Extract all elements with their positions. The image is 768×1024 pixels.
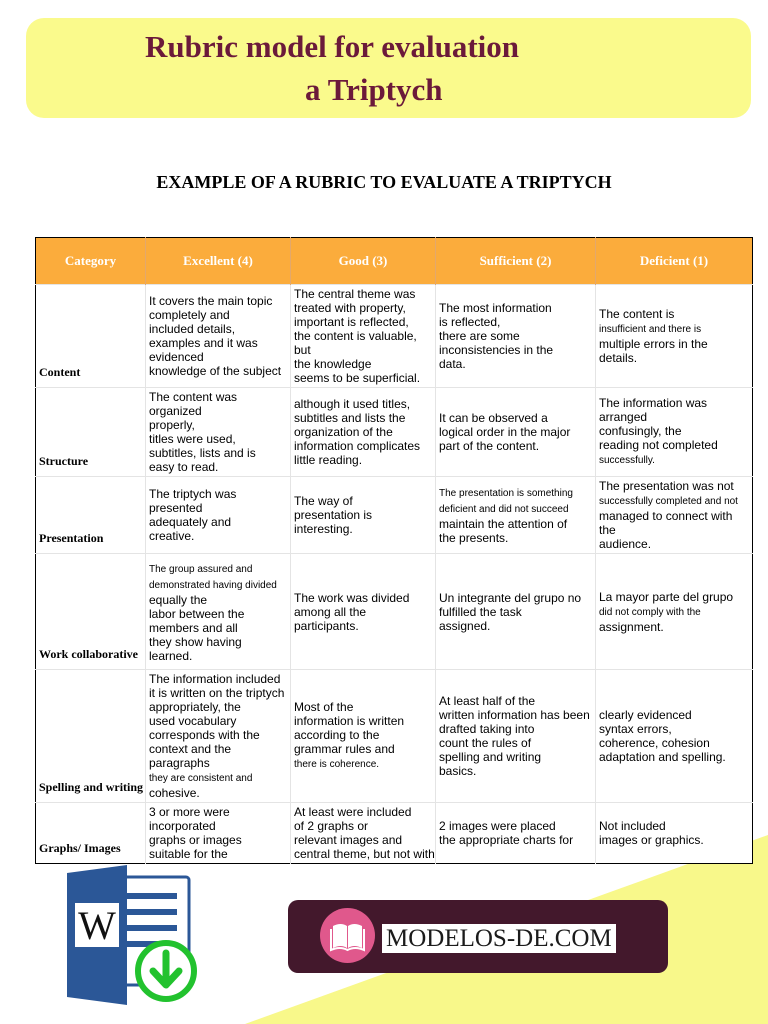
book-icon <box>320 908 375 963</box>
column-header-excellent: Excellent (4) <box>146 238 291 285</box>
table-row <box>36 285 753 388</box>
cell-text: cohesive. <box>149 786 200 800</box>
cell-text-small: The group assured and demonstrated having divided <box>149 563 277 591</box>
column-header-good: Good (3) <box>291 238 436 285</box>
excellent-cell: The content was organized properly, titles were used, subtitles, lists and is easy to read. <box>146 388 291 477</box>
cell-text-small: The presentation is something deficient and did not succeed <box>439 488 573 515</box>
excellent-cell: It covers the main topic completely and included details, examples and it was evidenced knowledge of the subject <box>146 285 291 388</box>
sufficient-cell: It can be observed a logical order in the major part of the content. <box>436 388 596 477</box>
table-row <box>36 803 753 864</box>
table-row <box>36 477 753 554</box>
column-header-sufficient: Sufficient (2) <box>436 238 596 285</box>
site-logo-banner[interactable] <box>288 900 668 973</box>
column-header-category: Category <box>36 238 146 285</box>
category-cell: Spelling and writing <box>36 670 146 803</box>
deficient-cell <box>596 285 753 388</box>
svg-text:W: W <box>78 903 116 948</box>
cell-text: equally the labor between the members and all they show having learned. <box>149 592 245 663</box>
cell-text: assignment. <box>599 619 664 634</box>
good-cell: The work was divided among all the participants. <box>291 554 436 670</box>
sufficient-cell: 2 images were placed the appropriate charts for <box>436 803 596 864</box>
sufficient-cell <box>436 477 596 554</box>
cell-text: The information included it is written on the triptych appropriately, the used vocabulary corresponds with the context and the paragraphs <box>149 672 285 770</box>
table-row <box>36 670 753 803</box>
good-cell: At least were included of 2 graphs or relevant images and central theme, but not with <box>291 803 436 864</box>
cell-text-small: there is coherence. <box>294 759 380 770</box>
page-title-line-1: Rubric model for evaluation <box>145 29 519 64</box>
table-header-row <box>36 238 753 285</box>
cell-text: Most of the information is written according to the grammar rules and <box>294 700 405 756</box>
excellent-cell <box>146 554 291 670</box>
excellent-cell: The triptych was presented adequately and creative. <box>146 477 291 554</box>
cell-text: multiple errors in the details. <box>599 337 708 365</box>
sufficient-cell: At least half of the written information has been drafted taking into count the rules of spelling and writing basics. <box>436 670 596 803</box>
good-cell: although it used titles, subtitles and lists the organization of the information complicates little reading. <box>291 388 436 477</box>
deficient-cell <box>596 388 753 477</box>
table-row <box>36 554 753 670</box>
deficient-cell: clearly evidenced syntax errors, coherence, cohesion adaptation and spelling. <box>596 670 753 803</box>
category-cell: Content <box>36 285 146 388</box>
cell-text-small: successfully completed and not <box>599 496 738 507</box>
good-cell <box>291 670 436 803</box>
deficient-cell: Not included images or graphics. <box>596 803 753 864</box>
cell-text-small: insufficient and there is <box>599 324 702 335</box>
category-cell: Structure <box>36 388 146 477</box>
deficient-cell <box>596 554 753 670</box>
word-download-icon[interactable] <box>67 865 199 1005</box>
cell-text: The information was arranged confusingly, the reading not completed <box>599 396 718 452</box>
cell-text: La mayor parte del grupo <box>599 589 734 604</box>
cell-text-small: did not comply with the <box>599 606 701 618</box>
excellent-cell: 3 or more were incorporated graphs or images suitable for the <box>146 803 291 864</box>
subtitle: EXAMPLE OF A RUBRIC TO EVALUATE A TRIPTYCH <box>156 172 612 192</box>
logo-circle <box>320 908 375 963</box>
cell-text: managed to connect with the audience. <box>599 509 733 551</box>
page-title-line-2: a Triptych <box>305 72 443 107</box>
logo-text: MODELOS-DE.COM <box>382 924 616 953</box>
cell-text: The content is <box>599 307 675 321</box>
category-cell: Work collaborative <box>36 554 146 670</box>
cell-text-small: successfully. <box>599 455 655 466</box>
category-cell: Graphs/ Images <box>36 803 146 864</box>
good-cell: The central theme was treated with property, important is reflected, the content is valuable, but the knowledge seems to be superficial. <box>291 285 436 388</box>
sufficient-cell: The most information is reflected, there are some inconsistencies in the data. <box>436 285 596 388</box>
column-header-deficient: Deficient (1) <box>596 238 753 285</box>
excellent-cell <box>146 670 291 803</box>
table-row <box>36 388 753 477</box>
good-cell: The way of presentation is interesting. <box>291 477 436 554</box>
category-cell: Presentation <box>36 477 146 554</box>
deficient-cell <box>596 477 753 554</box>
rubric-table <box>35 237 753 864</box>
cell-text-small: they are consistent and <box>149 773 253 784</box>
sufficient-cell: Un integrante del grupo no fulfilled the task assigned. <box>436 554 596 670</box>
cell-text: The presentation was not <box>599 479 734 493</box>
cell-text: maintain the attention of the presents. <box>439 517 568 545</box>
